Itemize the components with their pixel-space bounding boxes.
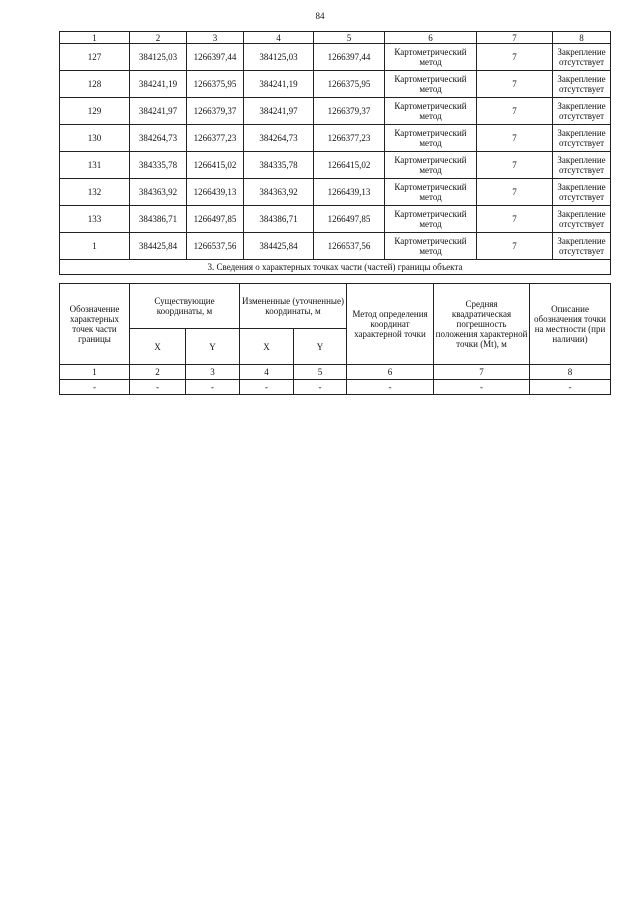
header-description: Описание обозначения точки на местности (при наличии) <box>530 284 611 365</box>
changed-y: 1266379,37 <box>314 98 385 125</box>
empty-cell: - <box>347 380 434 395</box>
method: Картометрический метод <box>385 44 477 71</box>
empty-cell: - <box>186 380 240 395</box>
column-number: 8 <box>553 32 611 44</box>
changed-x: 384335,78 <box>244 152 314 179</box>
table-row <box>60 125 611 152</box>
existing-y: 1266377,23 <box>187 125 244 152</box>
error-value: 7 <box>477 98 553 125</box>
existing-y: 1266379,37 <box>187 98 244 125</box>
column-number: 7 <box>434 365 530 380</box>
changed-x: 384125,03 <box>244 44 314 71</box>
column-number: 4 <box>240 365 294 380</box>
existing-y: 1266397,44 <box>187 44 244 71</box>
existing-x: 384241,97 <box>130 98 187 125</box>
changed-y: 1266397,44 <box>314 44 385 71</box>
point-description: Закрепление отсутствует <box>553 44 611 71</box>
existing-x: 384335,78 <box>130 152 187 179</box>
method: Картометрический метод <box>385 206 477 233</box>
table-row <box>60 179 611 206</box>
header-point-designation: Обозначение характерных точек части границы <box>60 284 130 365</box>
empty-cell: - <box>130 380 186 395</box>
changed-x: 384363,92 <box>244 179 314 206</box>
empty-cell: - <box>530 380 611 395</box>
column-number: 1 <box>60 365 130 380</box>
error-value: 7 <box>477 44 553 71</box>
method: Картометрический метод <box>385 98 477 125</box>
changed-x: 384386,71 <box>244 206 314 233</box>
error-value: 7 <box>477 206 553 233</box>
column-number: 7 <box>477 32 553 44</box>
existing-x: 384264,73 <box>130 125 187 152</box>
method: Картометрический метод <box>385 125 477 152</box>
table-row <box>60 233 611 260</box>
point-number: 131 <box>60 152 130 179</box>
existing-y: 1266375,95 <box>187 71 244 98</box>
changed-y: 1266375,95 <box>314 71 385 98</box>
header-method: Метод определения координат характерной точки <box>347 284 434 365</box>
section-title-row <box>60 260 611 275</box>
column-number: 6 <box>385 32 477 44</box>
point-number: 128 <box>60 71 130 98</box>
point-number: 132 <box>60 179 130 206</box>
changed-y: 1266497,85 <box>314 206 385 233</box>
table-row <box>60 71 611 98</box>
existing-y: 1266537,56 <box>187 233 244 260</box>
existing-x: 384363,92 <box>130 179 187 206</box>
empty-cell: - <box>60 380 130 395</box>
existing-y: 1266439,13 <box>187 179 244 206</box>
boundary-points-table <box>59 31 611 275</box>
point-description: Закрепление отсутствует <box>553 206 611 233</box>
error-value: 7 <box>477 125 553 152</box>
method: Картометрический метод <box>385 233 477 260</box>
existing-y: 1266415,02 <box>187 152 244 179</box>
point-number: 127 <box>60 44 130 71</box>
column-number: 3 <box>186 365 240 380</box>
page-number: 84 <box>315 11 325 21</box>
column-number: 8 <box>530 365 611 380</box>
column-number-row <box>60 32 611 44</box>
method: Картометрический метод <box>385 152 477 179</box>
section-title: 3. Сведения о характерных точках части (частей) границы объекта <box>60 260 611 275</box>
column-number: 1 <box>60 32 130 44</box>
changed-y: 1266537,56 <box>314 233 385 260</box>
changed-x: 384241,19 <box>244 71 314 98</box>
column-number-row <box>60 365 611 380</box>
existing-x: 384241,19 <box>130 71 187 98</box>
error-value: 7 <box>477 71 553 98</box>
column-number: 2 <box>130 365 186 380</box>
error-value: 7 <box>477 179 553 206</box>
header-existing-coordinates: Существующие координаты, м <box>130 284 240 329</box>
existing-x: 384386,71 <box>130 206 187 233</box>
existing-y: 1266497,85 <box>187 206 244 233</box>
table-row <box>60 98 611 125</box>
column-number: 2 <box>130 32 187 44</box>
empty-data-row <box>60 380 611 395</box>
point-description: Закрепление отсутствует <box>553 98 611 125</box>
point-description: Закрепление отсутствует <box>553 179 611 206</box>
header-y: Y <box>186 329 240 365</box>
error-value: 7 <box>477 233 553 260</box>
existing-x: 384425,84 <box>130 233 187 260</box>
header-changed-coordinates: Измененные (уточненные) координаты, м <box>240 284 347 329</box>
changed-x: 384241,97 <box>244 98 314 125</box>
point-description: Закрепление отсутствует <box>553 71 611 98</box>
existing-x: 384125,03 <box>130 44 187 71</box>
column-number: 5 <box>294 365 347 380</box>
point-description: Закрепление отсутствует <box>553 152 611 179</box>
header-row <box>60 284 611 329</box>
point-number: 133 <box>60 206 130 233</box>
changed-y: 1266415,02 <box>314 152 385 179</box>
point-description: Закрепление отсутствует <box>553 125 611 152</box>
changed-x: 384425,84 <box>244 233 314 260</box>
part-boundary-points-table <box>59 283 611 395</box>
empty-cell: - <box>294 380 347 395</box>
method: Картометрический метод <box>385 179 477 206</box>
table-row <box>60 44 611 71</box>
empty-cell: - <box>240 380 294 395</box>
column-number: 3 <box>187 32 244 44</box>
table-row <box>60 206 611 233</box>
error-value: 7 <box>477 152 553 179</box>
column-number: 4 <box>244 32 314 44</box>
header-y: Y <box>294 329 347 365</box>
point-number: 130 <box>60 125 130 152</box>
table-row <box>60 152 611 179</box>
header-x: X <box>130 329 186 365</box>
changed-y: 1266377,23 <box>314 125 385 152</box>
changed-y: 1266439,13 <box>314 179 385 206</box>
point-description: Закрепление отсутствует <box>553 233 611 260</box>
changed-x: 384264,73 <box>244 125 314 152</box>
point-number: 129 <box>60 98 130 125</box>
header-mean-square-error: Средняя квадратическая погрешность положения характерной точки (Mt), м <box>434 284 530 365</box>
column-number: 5 <box>314 32 385 44</box>
method: Картометрический метод <box>385 71 477 98</box>
column-number: 6 <box>347 365 434 380</box>
empty-cell: - <box>434 380 530 395</box>
header-x: X <box>240 329 294 365</box>
point-number: 1 <box>60 233 130 260</box>
